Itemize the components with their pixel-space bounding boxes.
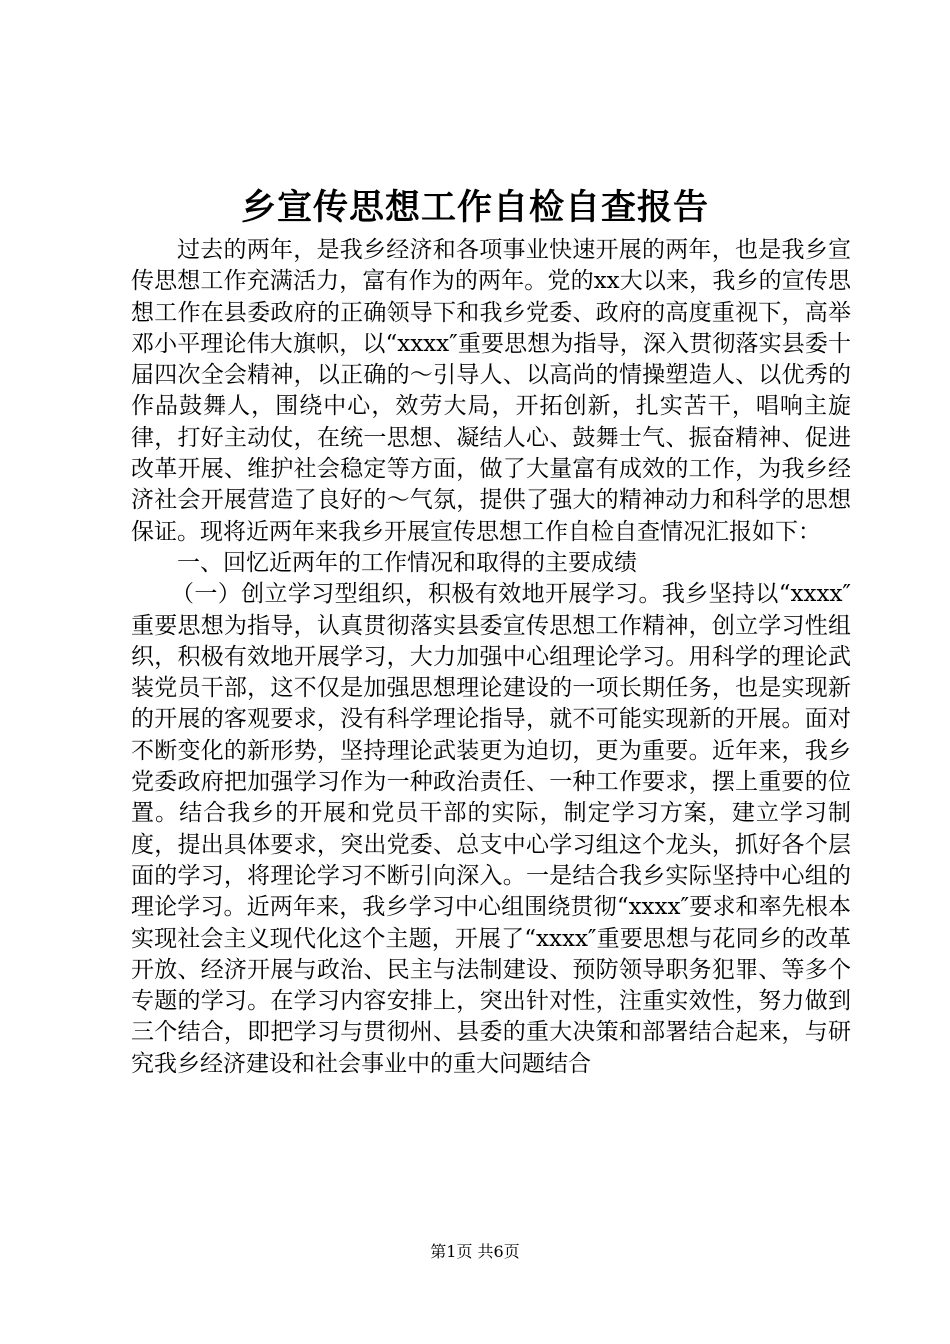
subsection-paragraph: （一）创立学习型组织，积极有效地开展学习。我乡坚持以“xxxx″重要思想为指导，认真贯彻落实县委宣传思想工作精神，创立学习性组织，积极有效地开展学习，大力加强中心组理论学习。用科学的理论武装党员干部，这不仅是加强思想理论建设的一项长期任务，也是实现新的开展的客观要求，没有科学理论指导，就不可能实现新的开展。面对不断变化的新形势，坚持理论武装更为迫切，更为重要。近年来，我乡党委政府把加强学习作为一种政治责任、一种工作要求，摆上重要的位置。结合我乡的开展和党员干部的实际，制定学习方案，建立学习制度，提出具体要求，突出党委、总支中心学习组这个龙头，抓好各个层面的学习，将理论学习不断引向深入。一是结合我乡实际坚持中心组的理论学习。近两年来，我乡学习中心组围绕贯彻“xxxx″要求和率先根本实现社会主义现代化这个主题，开展了“xxxx″重要思想与花同乡的改革开放、经济开展与政治、民主与法制建设、预防领导职务犯罪、等多个专题的学习。在学习内容安排上，突出针对性，注重实效性，努力做到三个结合，即把学习与贯彻州、县委的重大决策和部署结合起来，与研究我乡经济建设和社会事业中的重大问题结合 — [131, 581, 851, 1077]
intro-paragraph: 过去的两年，是我乡经济和各项事业快速开展的两年，也是我乡宣传思想工作充满活力，富有作为的两年。党的xx大以来，我乡的宣传思想工作在县委政府的正确领导下和我乡党委、政府的高度重视下，高举邓小平理论伟大旗帜，以“xxxx″重要思想为指导，深入贯彻落实县委十届四次全会精神，以正确的～引导人、以高尚的情操塑造人、以优秀的作品鼓舞人，围绕中心，效劳大局，开拓创新，扎实苦干，唱响主旋律，打好主动仗，在统一思想、凝结人心、鼓舞士气、振奋精神、促进改革开展、维护社会稳定等方面，做了大量富有成效的工作，为我乡经济社会开展营造了良好的～气氛，提供了强大的精神动力和科学的思想保证。现将近两年来我乡开展宣传思想工作自检自查情况汇报如下： — [131, 237, 851, 545]
page-footer: 第1页 共6页 — [430, 1242, 520, 1261]
document-body — [131, 235, 851, 1080]
document-title: 乡宣传思想工作自检自查报告 — [240, 187, 709, 228]
section-heading: 一、回忆近两年的工作情况和取得的主要成绩 — [177, 549, 637, 576]
